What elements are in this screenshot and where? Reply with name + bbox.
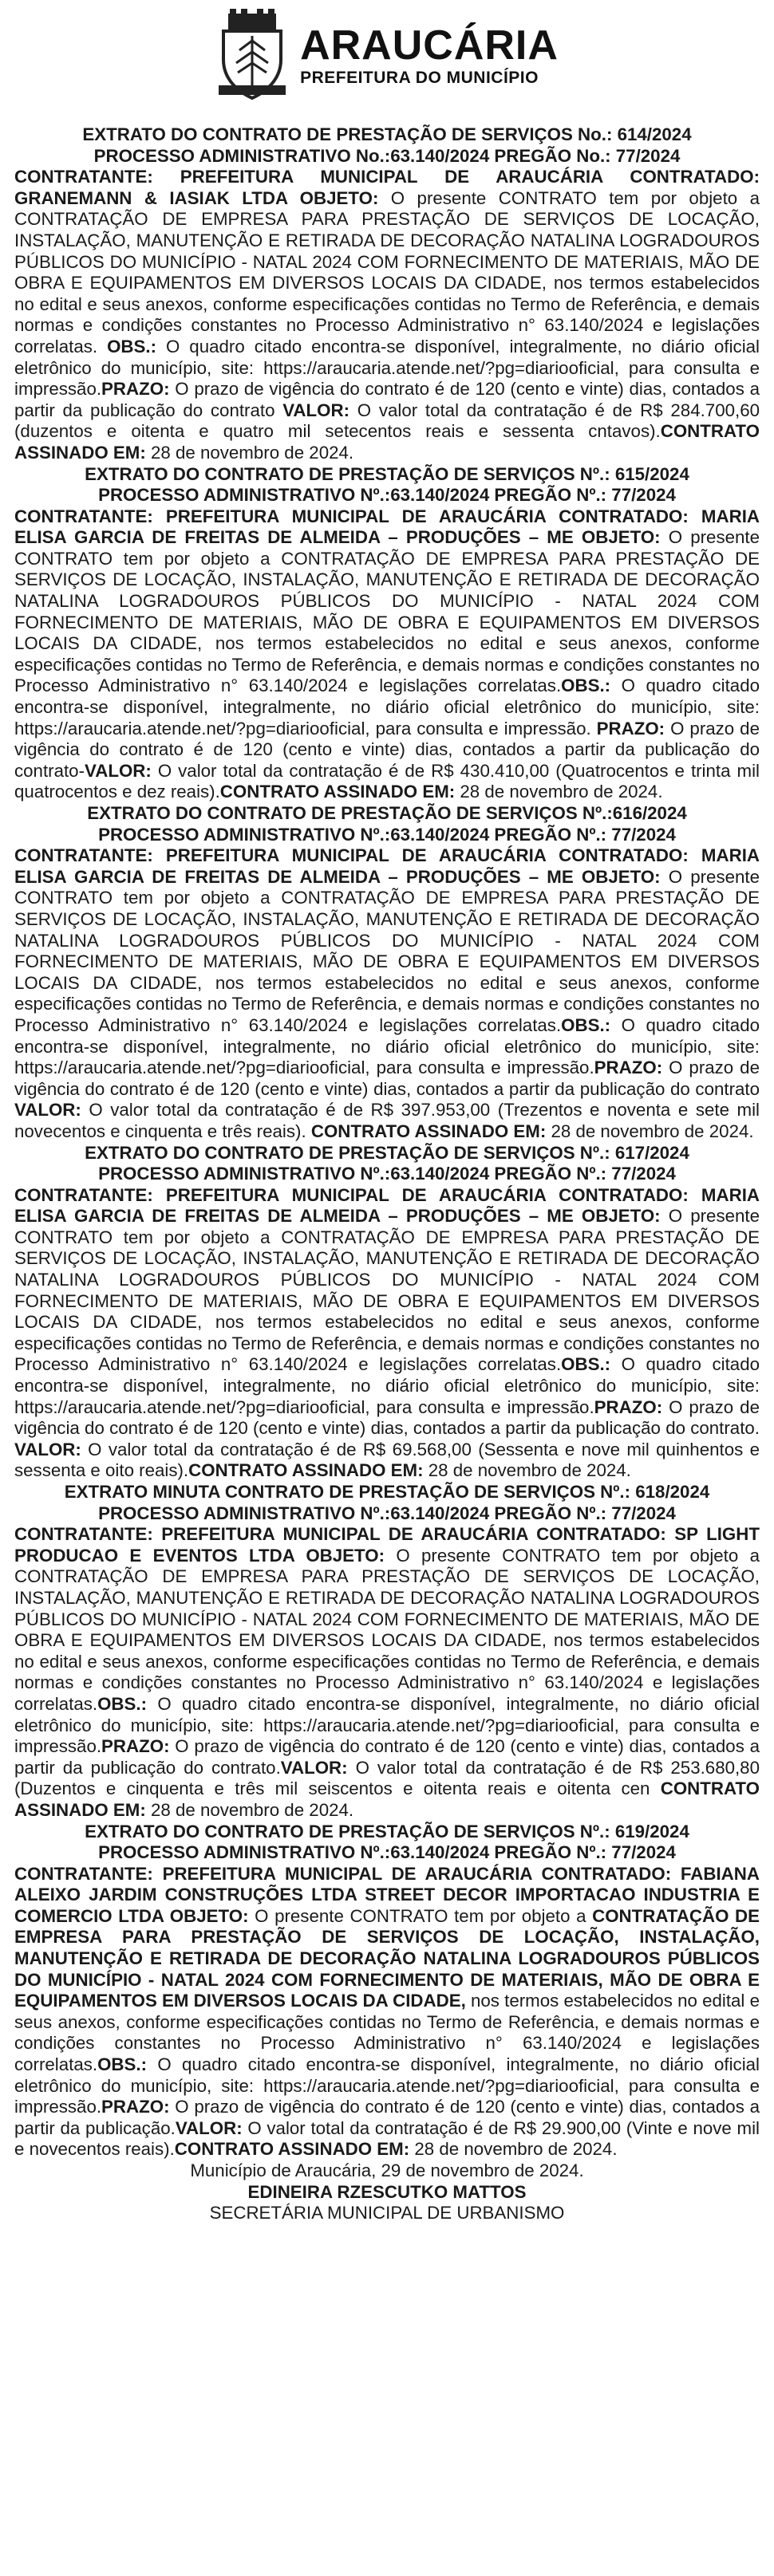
valor-text: O valor total da contratação é de R$ 397.953,00 (Trezentos e noventa e sete mil novecentos e cinquenta e três reais).: [14, 1100, 760, 1141]
valor-label: VALOR:: [14, 1439, 81, 1459]
extract-process: PROCESSO ADMINISTRATIVO Nº.:63.140/2024 PREGÃO Nº.: 77/2024: [98, 824, 676, 845]
assinado-text: 28 de novembro de 2024.: [409, 2139, 618, 2160]
assinado-text: 28 de novembro de 2024.: [145, 442, 354, 463]
obs-label: OBS.:: [97, 1693, 148, 1714]
extract-616: [14, 803, 760, 1143]
document-body: [14, 124, 760, 2224]
extract-process: PROCESSO ADMINISTRATIVO Nº.:63.140/2024 PREGÃO Nº.: 77/2024: [98, 1842, 676, 1863]
assinado-text: 28 de novembro de 2024.: [546, 1121, 754, 1141]
extract-objeto: O presente CONTRATO tem por objeto a CONTRATAÇÃO DE EMPRESA PARA PRESTAÇÃO DE SERVIÇOS DE LOCAÇÃO, INSTALAÇÃO, MANUTENÇÃO E RETIRADA DE DECORAÇÃO NATALINA LOGRADOUROS PÚBLICOS DO MUNICÍPIO - NATAL 2024 COM FORNECIMENTO DE MATERIAIS, MÃO DE OBRA E EQUIPAMENTOS EM DIVERSOS LOCAIS DA CIDADE, nos termos estabelecidos no edital e seus anexos, conforme especificações contidas no Termo de Referência, e demais normas e condições constantes no Processo Administrativo n° 63.140/2024 e legislações correlatas.: [14, 187, 760, 356]
valor-label: VALOR:: [280, 1757, 348, 1778]
brand-subtitle: PREFEITURA DO MUNICÍPIO: [300, 68, 539, 87]
extract-objeto: nos termos estabelecidos no edital e seus anexos, conforme especificações contidas no Termo de Referência, e demais normas e condições constantes no Processo Administrativo n° 63.140/2024 e legislações correlatas.: [14, 1991, 760, 2075]
assinado-label: CONTRATO ASSINADO EM:: [188, 1460, 424, 1481]
assinado-label: CONTRATO ASSINADO EM:: [310, 1121, 547, 1141]
valor-label: VALOR:: [85, 760, 152, 781]
extract-paragraph: [14, 1864, 760, 2160]
valor-text: O valor total da contratação é de R$ 284.700,60 (duzentos e oitenta e quatro mil setecentos reais e sessenta cntavos).: [14, 400, 760, 442]
prazo-label: PRAZO:: [101, 1736, 170, 1757]
extract-lead: CONTRATANTE: PREFEITURA MUNICIPAL DE ARAUCÁRIA CONTRATADO: MARIA ELISA GARCIA DE FREITAS DE ALMEIDA – PRODUÇÕES – ME OBJETO:: [14, 506, 760, 548]
extract-process: PROCESSO ADMINISTRATIVO Nº.:63.140/2024 PREGÃO Nº.: 77/2024: [98, 1503, 676, 1523]
municipal-crest-icon: [215, 9, 289, 101]
extract-lead: CONTRATANTE: PREFEITURA MUNICIPAL DE ARAUCÁRIA CONTRATADO: GRANEMANN & IASIAK LTDA OBJETO:: [14, 167, 760, 208]
valor-text: O valor total da contratação é de R$ 69.568,00 (Sessenta e nove mil quinhentos e sessenta e oito reais).: [14, 1439, 760, 1481]
assinado-label: CONTRATO ASSINADO EM:: [219, 782, 456, 802]
valor-label: VALOR:: [282, 400, 350, 420]
prazo-text: O prazo de vigência do contrato é de 120 (cento e vinte) dias, contados a partir da publicação do contrato: [14, 1058, 760, 1099]
extract-title: EXTRATO DO CONTRATO DE PRESTAÇÃO DE SERVIÇOS Nº.: 615/2024: [85, 463, 689, 484]
extract-objeto-bold: CONTRATAÇÃO DE EMPRESA PARA PRESTAÇÃO DE SERVIÇOS DE LOCAÇÃO, INSTALAÇÃO, MANUTENÇÃO E RETIRADA DE DECORAÇÃO NATALINA LOGRADOUROS PÚBLICOS DO MUNICÍPIO - NATAL 2024 COM FORNECIMENTO DE MATERIAIS, MÃO DE OBRA E EQUIPAMENTOS EM DIVERSOS LOCAIS DA CIDADE,: [14, 1905, 760, 2011]
prazo-label: PRAZO:: [101, 2097, 170, 2117]
extract-process: PROCESSO ADMINISTRATIVO Nº.:63.140/2024 PREGÃO Nº.: 77/2024: [98, 485, 676, 506]
signer-name: EDINEIRA RZESCUTKO MATTOS: [247, 2181, 527, 2202]
obs-label: OBS.:: [561, 1354, 611, 1375]
obs-text: O quadro citado encontra-se disponível, integralmente, no diário oficial eletrônico do município, site: https://araucaria.atende.net/?pg=diariooficial, para consulta e impressão.: [14, 336, 760, 400]
extract-paragraph: [14, 845, 760, 1142]
signature-block: [14, 2160, 760, 2224]
valor-text: O valor total da contratação é de R$ 430.410,00 (Quatrocentos e trinta mil quatrocentos e dez reais).: [14, 760, 760, 802]
header: [14, 5, 760, 105]
obs-label: OBS.:: [107, 336, 157, 356]
extract-process: PROCESSO ADMINISTRATIVO Nº.:63.140/2024 PREGÃO Nº.: 77/2024: [98, 1164, 676, 1184]
brand-name: ARAUCÁRIA: [300, 22, 559, 69]
obs-text: O quadro citado encontra-se disponível, integralmente, no diário oficial eletrônico do município, site: https://araucaria.atende.net/?pg=diariooficial, para consulta e impressão.: [14, 1693, 760, 1757]
assinado-text: 28 de novembro de 2024.: [145, 1799, 354, 1820]
prazo-text: O prazo de vigência do contrato é de 120 (cento e vinte) dias, contados a partir da publicação.: [14, 2097, 760, 2138]
obs-text: O quadro citado encontra-se disponível, integralmente, no diário oficial eletrônico do município, site: https://araucaria.atende.net/?pg=diariooficial, para consulta e impressão.: [14, 1014, 760, 1078]
prazo-text: O prazo de vigência do contrato é de 120 (cento e vinte) dias, contados a partir da publicação do contrato-: [14, 718, 760, 781]
prazo-label: PRAZO:: [596, 718, 665, 739]
extract-objeto: O presente CONTRATO tem por objeto a CONTRATAÇÃO DE EMPRESA PARA PRESTAÇÃO DE SERVIÇOS DE LOCAÇÃO, INSTALAÇÃO, MANUTENÇÃO E RETIRADA DE DECORAÇÃO NATALINA LOGRADOUROS PÚBLICOS DO MUNICÍPIO - NATAL 2024 COM FORNECIMENTO DE MATERIAIS, MÃO DE OBRA E EQUIPAMENTOS EM DIVERSOS LOCAIS DA CIDADE, nos termos estabelecidos no edital e seus anexos, conforme especificações contidas no Termo de Referência, e demais normas e condições constantes no Processo Administrativo n° 63.140/2024 e legislações correlatas.: [14, 1206, 760, 1375]
obs-label: OBS.:: [561, 1014, 611, 1035]
prazo-label: PRAZO:: [101, 379, 170, 400]
extract-lead: CONTRATANTE: PREFEITURA MUNICIPAL DE ARAUCÁRIA CONTRATADO: MARIA ELISA GARCIA DE FREITAS DE ALMEIDA – PRODUÇÕES – ME OBJETO:: [14, 1184, 760, 1227]
signer-role: SECRETÁRIA MUNICIPAL DE URBANISMO: [209, 2203, 565, 2223]
valor-label: VALOR:: [175, 2117, 243, 2138]
extract-title: EXTRATO MINUTA CONTRATO DE PRESTAÇÃO DE SERVIÇOS Nº.: 618/2024: [64, 1482, 710, 1502]
assinado-label: CONTRATO ASSINADO EM:: [14, 421, 760, 463]
extract-lead: CONTRATANTE: PREFEITURA MUNICIPAL DE ARAUCÁRIA CONTRATADO: SP LIGHT PRODUCAO E EVENTOS LTDA OBJETO:: [14, 1524, 760, 1566]
extract-title: EXTRATO DO CONTRATO DE PRESTAÇÃO DE SERVIÇOS Nº.: 619/2024: [85, 1821, 689, 1841]
assinado-text: 28 de novembro de 2024.: [455, 782, 663, 802]
extract-title: EXTRATO DO CONTRATO DE PRESTAÇÃO DE SERVIÇOS Nº.:616/2024: [87, 803, 687, 823]
obs-label: OBS.:: [561, 676, 611, 696]
extract-paragraph: [14, 506, 760, 803]
extract-title: EXTRATO DO CONTRATO DE PRESTAÇÃO DE SERVIÇOS Nº.: 617/2024: [85, 1142, 689, 1163]
extract-619: [14, 1822, 760, 2161]
obs-label: OBS.:: [97, 2054, 148, 2075]
assinado-label: CONTRATO ASSINADO EM:: [14, 1778, 760, 1820]
extract-paragraph: [14, 1524, 760, 1821]
extract-lead: CONTRATANTE: PREFEITURA MUNICIPAL DE ARAUCÁRIA CONTRATADO: FABIANA ALEIXO JARDIM CONSTRUÇÕES LTDA STREET DECOR IMPORTACAO INDUSTRIA E COMERCIO LTDA OBJETO:: [14, 1863, 760, 1926]
prazo-text: O prazo de vigência do contrato é de 120 (cento e vinte) dias, contados a partir da publicação do contrato.: [14, 1736, 760, 1778]
extract-614: [14, 124, 760, 464]
extract-618: [14, 1482, 760, 1822]
prazo-text: O prazo de vigência do contrato é de 120 (cento e vinte) dias, contados a partir da publicação do contrato: [14, 379, 760, 420]
extract-paragraph: [14, 1185, 760, 1482]
assinado-text: 28 de novembro de 2024.: [423, 1460, 631, 1481]
place-date: Município de Araucária, 29 de novembro de 2024.: [190, 2160, 584, 2180]
obs-text: O quadro citado encontra-se disponível, integralmente, no diário oficial eletrônico do município, site: https://araucaria.atende.net/?pg=diariooficial, para consulta e impressão.: [14, 2054, 760, 2117]
assinado-label: CONTRATO ASSINADO EM:: [174, 2139, 410, 2160]
extract-objeto: O presente CONTRATO tem por objeto a CONTRATAÇÃO DE EMPRESA PARA PRESTAÇÃO DE SERVIÇOS DE LOCAÇÃO, INSTALAÇÃO, MANUTENÇÃO E RETIRADA DE DECORAÇÃO NATALINA LOGRADOUROS PÚBLICOS DO MUNICÍPIO - NATAL 2024 COM FORNECIMENTO DE MATERIAIS, MÃO DE OBRA E EQUIPAMENTOS EM DIVERSOS LOCAIS DA CIDADE, nos termos estabelecidos no edital e seus anexos, conforme especificações contidas no Termo de Referência, e demais normas e condições constantes no Processo Administrativo n° 63.140/2024 e legislações correlatas.: [14, 527, 760, 696]
extract-paragraph: [14, 167, 760, 463]
extract-615: [14, 464, 760, 804]
obs-text: O quadro citado encontra-se disponível, integralmente, no diário oficial eletrônico do município, site: https://araucaria.atende.net/?pg=diariooficial, para consulta e impressão.: [14, 1354, 760, 1417]
valor-text: O valor total da contratação é de R$ 29.900,00 (Vinte e nove mil e novecentos reais).: [14, 2117, 760, 2160]
extract-objeto: O presente CONTRATO tem por objeto a CONTRATAÇÃO DE EMPRESA PARA PRESTAÇÃO DE SERVIÇOS DE LOCAÇÃO, INSTALAÇÃO, MANUTENÇÃO E RETIRADA DE DECORAÇÃO NATALINA LOGRADOUROS PÚBLICOS DO MUNICÍPIO - NATAL 2024 COM FORNECIMENTO DE MATERIAIS, MÃO DE OBRA E EQUIPAMENTOS EM DIVERSOS LOCAIS DA CIDADE, nos termos estabelecidos no edital e seus anexos, conforme especificações contidas no Termo de Referência, e demais normas e condições constantes no Processo Administrativo n° 63.140/2024 e legislações correlatas.: [14, 1545, 760, 1714]
valor-text: O valor total da contratação é de R$ 253.680,80 (Duzentos e cinquenta e três mil seiscentos e oitenta reais e oitenta cen: [14, 1757, 760, 1799]
prazo-label: PRAZO:: [594, 1058, 663, 1078]
brand: [300, 22, 559, 87]
valor-label: VALOR:: [14, 1100, 81, 1121]
extract-process: PROCESSO ADMINISTRATIVO No.:63.140/2024 PREGÃO No.: 77/2024: [93, 145, 681, 166]
extract-objeto: O presente CONTRATO tem por objeto a CONTRATAÇÃO DE EMPRESA PARA PRESTAÇÃO DE SERVIÇOS DE LOCAÇÃO, INSTALAÇÃO, MANUTENÇÃO E RETIRADA DE DECORAÇÃO NATALINA LOGRADOUROS PÚBLICOS DO MUNICÍPIO - NATAL 2024 COM FORNECIMENTO DE MATERIAIS, MÃO DE OBRA E EQUIPAMENTOS EM DIVERSOS LOCAIS DA CIDADE, nos termos estabelecidos no edital e seus anexos, conforme especificações contidas no Termo de Referência, e demais normas e condições constantes no Processo Administrativo n° 63.140/2024 e legislações correlatas.: [14, 866, 760, 1035]
extract-title: EXTRATO DO CONTRATO DE PRESTAÇÃO DE SERVIÇOS No.: 614/2024: [82, 124, 692, 144]
extract-617: [14, 1143, 760, 1483]
extract-objeto-plain: O presente CONTRATO tem por objeto a: [248, 1905, 593, 1926]
prazo-label: PRAZO:: [594, 1396, 663, 1417]
prazo-text: O prazo de vigência do contrato é de 120 (cento e vinte) dias, contados a partir da publicação do contrato.: [14, 1396, 760, 1439]
obs-text: O quadro citado encontra-se disponível, integralmente, no diário oficial eletrônico do município, site: https://araucaria.atende.net/?pg=diariooficial, para consulta e impressão.: [14, 676, 760, 739]
extract-lead: CONTRATANTE: PREFEITURA MUNICIPAL DE ARAUCÁRIA CONTRATADO: MARIA ELISA GARCIA DE FREITAS DE ALMEIDA – PRODUÇÕES – ME OBJETO:: [14, 845, 760, 887]
